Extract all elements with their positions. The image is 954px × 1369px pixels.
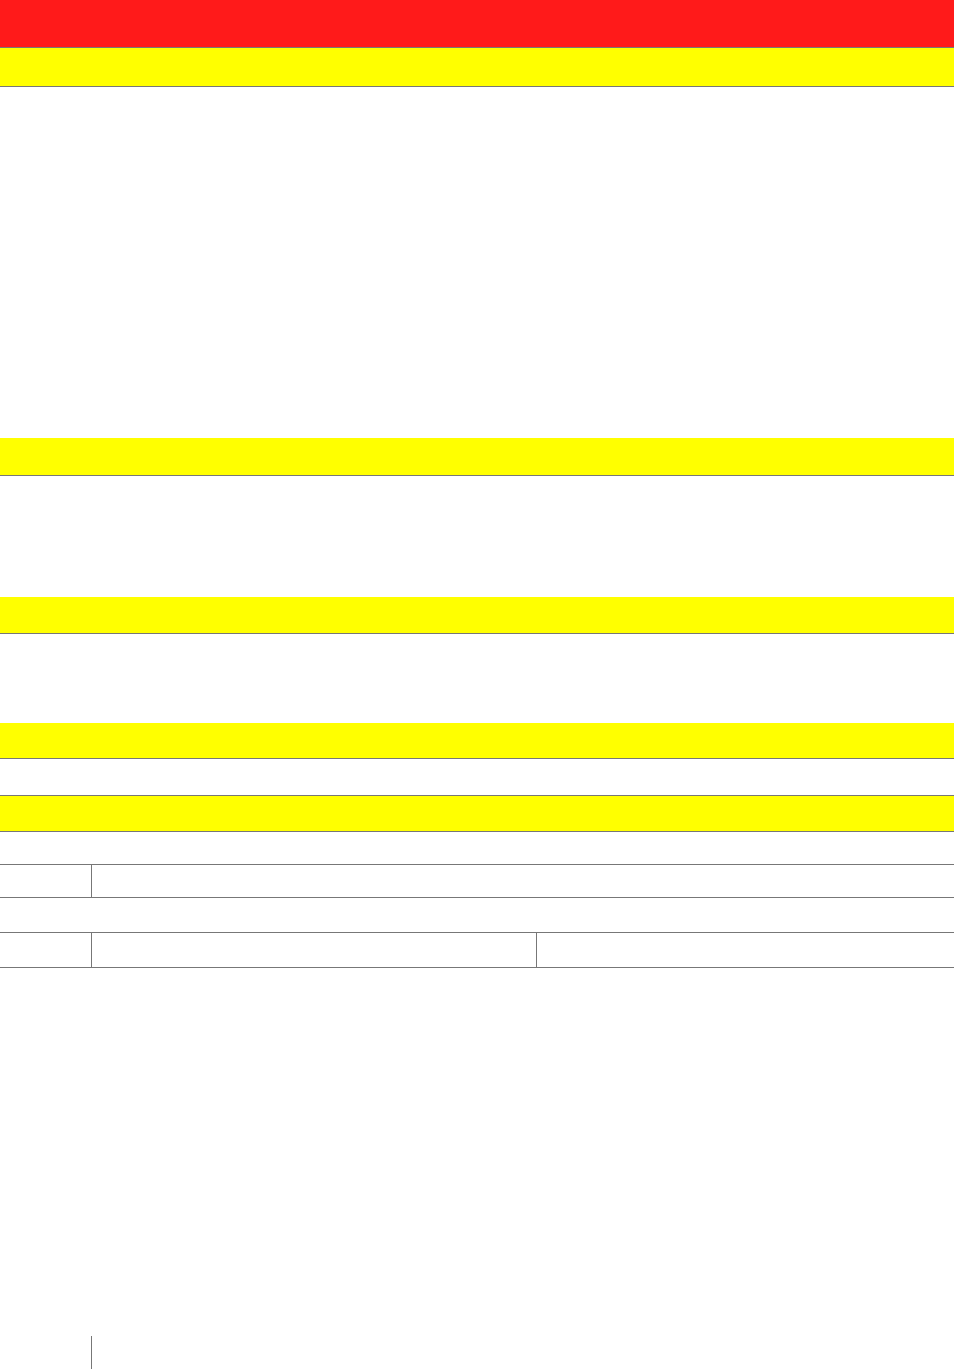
ratio-value — [92, 865, 954, 897]
frequency-header — [0, 898, 954, 933]
red-ball-header — [0, 48, 954, 87]
kill-blue-row — [0, 832, 954, 865]
footer-label-cell — [0, 1336, 92, 1369]
ratio-label — [0, 865, 92, 897]
tail-number-header — [0, 597, 954, 634]
frequency-corner — [0, 933, 92, 967]
kill-blue-header — [0, 796, 954, 832]
frequency-red-header — [92, 933, 537, 967]
kill-blue-value — [0, 832, 954, 864]
footer-value-cell — [92, 1336, 954, 1369]
kill-red-header — [0, 723, 954, 759]
kill-red-row — [0, 759, 954, 796]
frequency-subheader — [0, 933, 954, 968]
ratio-row — [0, 865, 954, 898]
kill-red-value — [0, 759, 954, 795]
footer-row — [0, 1336, 954, 1369]
page-title — [0, 0, 954, 48]
frequency-blue-header — [537, 933, 954, 967]
blue-ball-header — [0, 438, 954, 476]
